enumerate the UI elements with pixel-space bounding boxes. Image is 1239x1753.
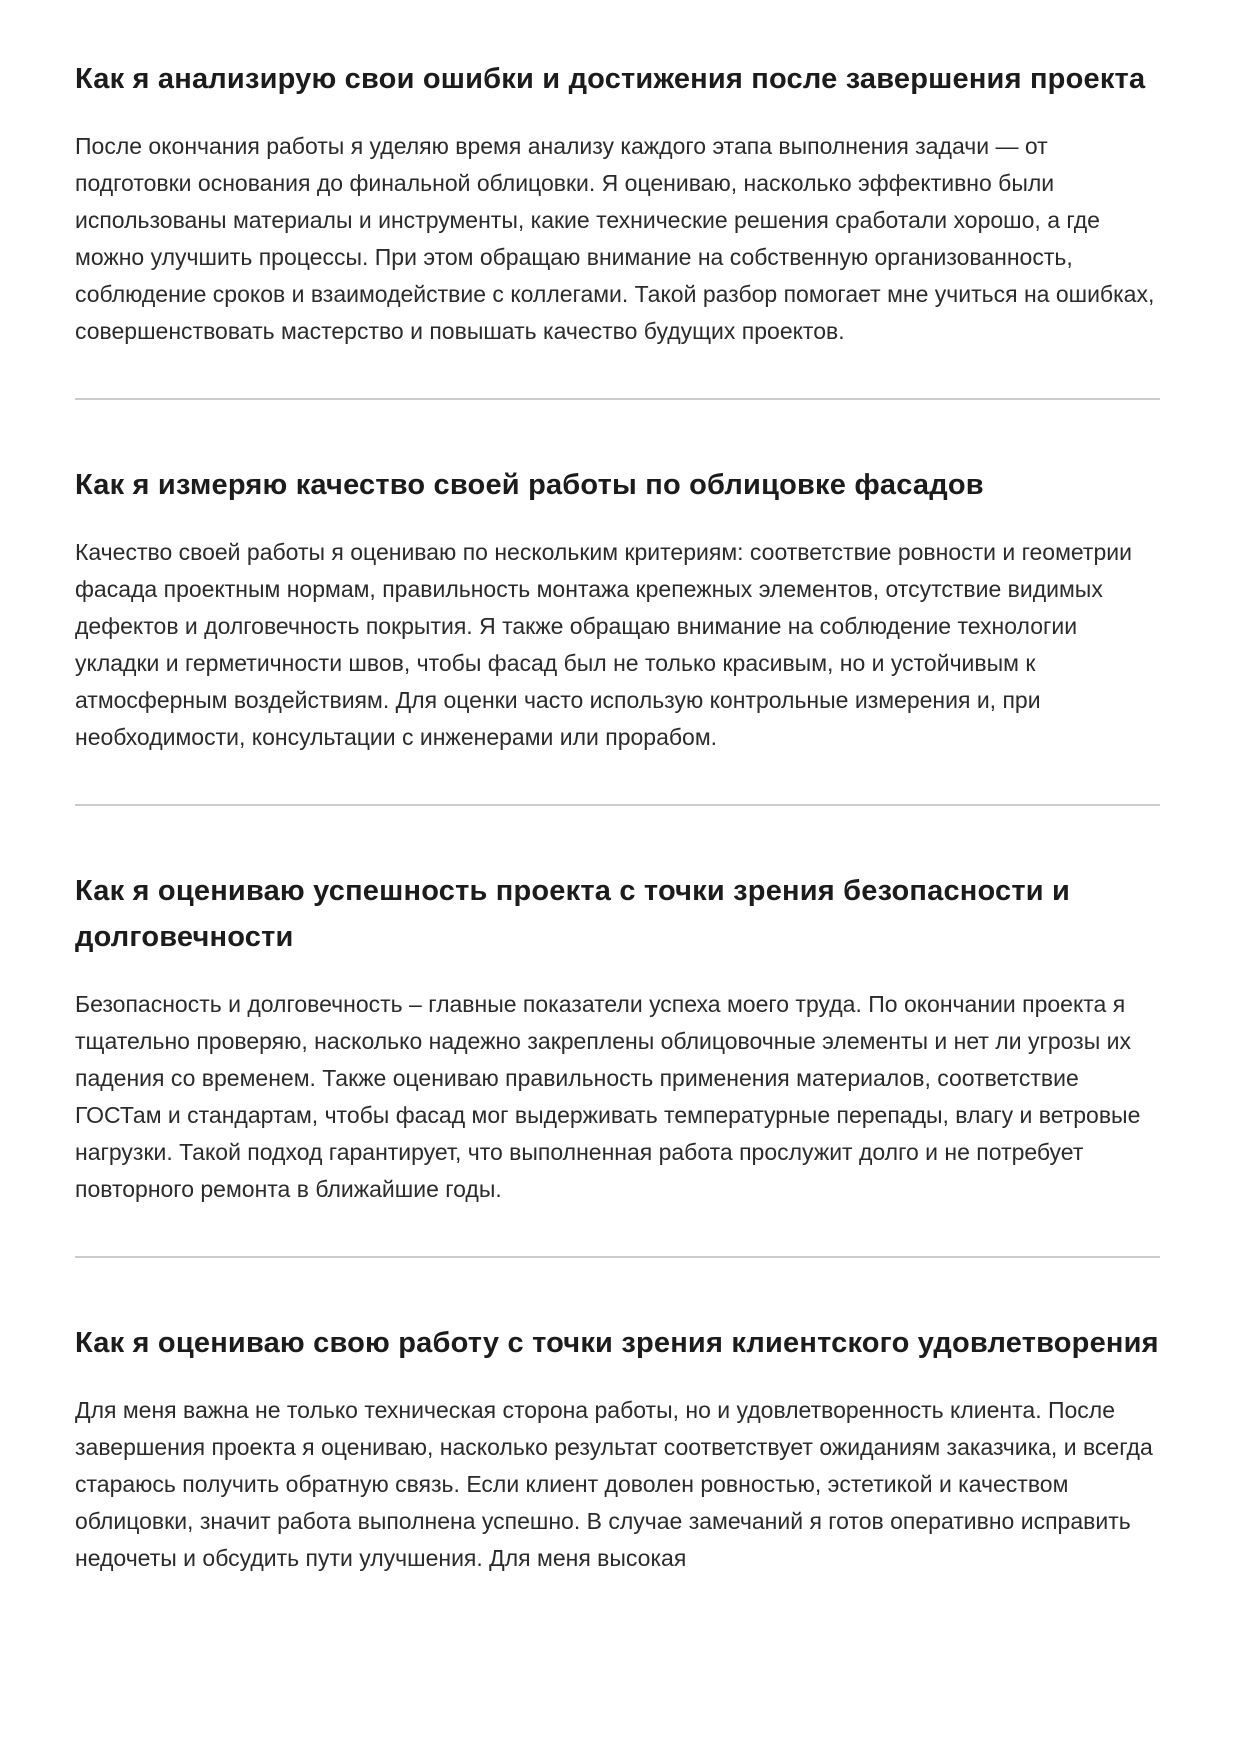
section-paragraph: Для меня важна не только техническая сторона работы, но и удовлетворенность клиента. После завершения проекта я оцениваю, насколько результат соответствует ожиданиям заказчика, и всегда стараюсь получить обратную связь. Если клиент доволен ровностью, эстетикой и качеством облицовки, значит работа выполнена успешно. В случае замечаний я готов оперативно исправить недочеты и обсудить пути улучшения. Для меня высокая xyxy=(75,1397,1153,1571)
section-heading: Как я оцениваю успешность проекта с точки зрения безопасности и долговечности xyxy=(75,875,1071,953)
section-paragraph: Безопасность и долговечность – главные показатели успеха моего труда. По окончании проекта я тщательно проверяю, насколько надежно закреплены облицовочные элементы и нет ли угрозы их падения со временем. Также оцениваю правильность применения материалов, соответствие ГОСТам и стандартам, чтобы фасад мог выдерживать температурные перепады, влагу и ветровые нагрузки. Такой подход гарантирует, что выполненная работа прослужит долго и не потребует повторного ремонта в ближайшие годы. xyxy=(75,991,1141,1202)
section-divider xyxy=(75,804,1160,806)
section-client-satisfaction xyxy=(75,1320,1160,1577)
section-project-analysis xyxy=(75,56,1160,350)
section-paragraph: Качество своей работы я оцениваю по нескольким критериям: соответствие ровности и геометрии фасада проектным нормам, правильность монтажа крепежных элементов, отсутствие видимых дефектов и долговечность покрытия. Я также обращаю внимание на соблюдение технологии укладки и герметичности швов, чтобы фасад был не только красивым, но и устойчивым к атмосферным воздействиям. Для оценки часто использую контрольные измерения и, при необходимости, консультации с инженерами или прорабом. xyxy=(75,539,1132,750)
section-divider xyxy=(75,398,1160,400)
section-heading: Как я измеряю качество своей работы по облицовке фасадов xyxy=(75,469,984,501)
section-heading: Как я оцениваю свою работу с точки зрения клиентского удовлетворения xyxy=(75,1327,1159,1359)
section-paragraph: После окончания работы я уделяю время анализу каждого этапа выполнения задачи — от подготовки основания до финальной облицовки. Я оцениваю, насколько эффективно были использованы материалы и инструменты, какие технические решения сработали хорошо, а где можно улучшить процессы. При этом обращаю внимание на собственную организованность, соблюдение сроков и взаимодействие с коллегами. Такой разбор помогает мне учиться на ошибках, совершенствовать мастерство и повышать качество будущих проектов. xyxy=(75,133,1155,344)
section-quality-measurement xyxy=(75,462,1160,756)
section-heading: Как я анализирую свои ошибки и достижения после завершения проекта xyxy=(75,63,1146,95)
section-divider xyxy=(75,1256,1160,1258)
section-safety-durability xyxy=(75,868,1160,1208)
